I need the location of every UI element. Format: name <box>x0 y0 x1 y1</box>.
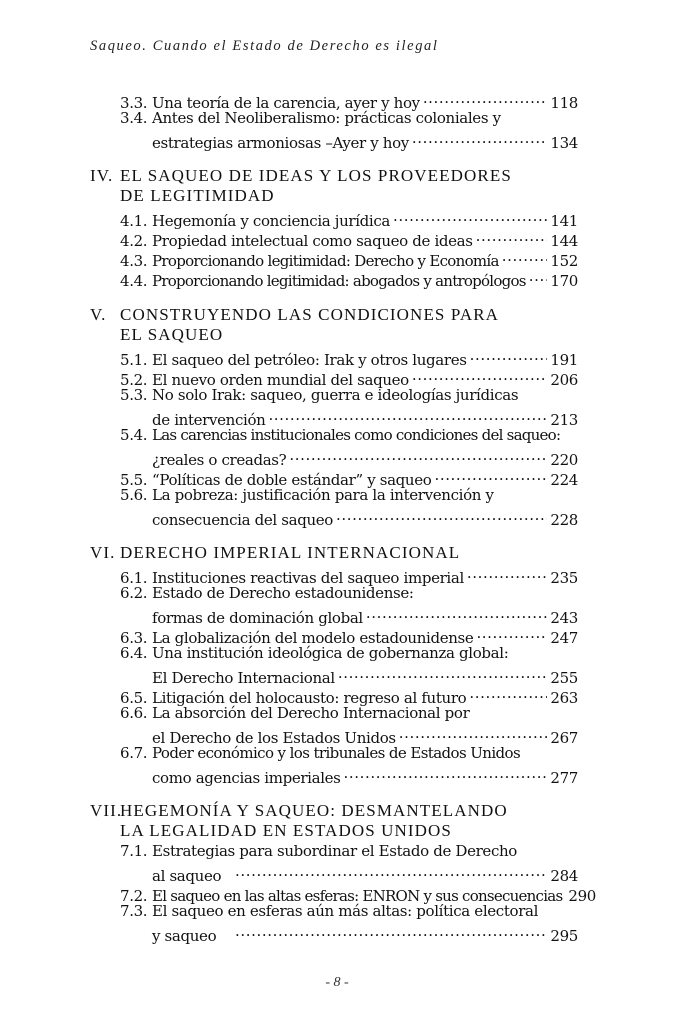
toc-entry-number: 7.3. <box>120 902 148 920</box>
toc-page-number: 141 <box>550 212 578 230</box>
toc-entry-6-2[interactable] <box>120 583 578 603</box>
toc-entry-title: Proporcionando legitimidad: abogados y antropólogos <box>152 272 526 290</box>
toc-page-number: 284 <box>550 867 578 885</box>
toc-entry-title: Las carencias institucionales como condiciones del saqueo: <box>152 426 561 444</box>
toc-entry-number: 6.5. <box>120 689 148 707</box>
toc-entry-number: 5.3. <box>120 386 148 404</box>
toc-page-number: 134 <box>550 134 578 152</box>
toc-entry-title: Propiedad intelectual como saqueo de ideas <box>152 232 473 250</box>
toc-entry-6-6[interactable] <box>120 703 578 723</box>
leader-dots <box>289 445 547 465</box>
toc-entry-number: 6.1. <box>120 569 148 587</box>
toc-entry-title: La globalización del modelo estadounidense <box>152 629 474 647</box>
toc-entry-title: Litigación del holocausto: regreso al futuro <box>152 689 467 707</box>
leader-dots <box>338 663 548 683</box>
toc-entry-title: La pobreza: justificación para la intervención y <box>152 486 494 504</box>
toc-entry-title: al saqueo <box>152 867 222 885</box>
leader-dots <box>268 405 547 425</box>
toc-entry-6-7[interactable] <box>120 743 578 763</box>
toc-entry-number: 4.4. <box>120 272 148 290</box>
toc-page-number: 224 <box>550 471 578 489</box>
toc-entry-title: Instituciones reactivas del saqueo imperial <box>152 569 464 587</box>
toc-entry-title: como agencias imperiales <box>152 769 341 787</box>
toc-entry-title: Hegemonía y conciencia jurídica <box>152 212 391 230</box>
toc-page-number: 235 <box>550 569 578 587</box>
leader-dots <box>434 465 547 485</box>
toc-page-number: 191 <box>550 351 578 369</box>
toc-entry-title: El saqueo del petróleo: Irak y otros lugares <box>152 351 467 369</box>
leader-dots <box>502 246 548 266</box>
toc-entry-title: el Derecho de los Estados Unidos <box>152 729 396 747</box>
toc-page-number: 213 <box>550 411 578 429</box>
leader-dots <box>529 266 548 286</box>
toc-entry-title: El saqueo en las altas esferas: ENRON y sus consecuencias <box>152 887 563 905</box>
toc-entry-number: 6.7. <box>120 744 148 762</box>
leader-dots <box>344 763 548 783</box>
toc-entry-title: El nuevo orden mundial del saqueo <box>152 371 409 389</box>
chapter-title: CONSTRUYENDO LAS CONDICIONES PARA <box>120 305 500 324</box>
toc-entry-title: No solo Irak: saqueo, guerra e ideologías jurídicas <box>152 386 519 404</box>
toc-page-number: 170 <box>550 272 578 290</box>
toc-entry-title: consecuencia del saqueo <box>152 511 333 529</box>
toc-entry-7-3[interactable] <box>120 901 578 921</box>
toc-page-number: 263 <box>550 689 578 707</box>
toc-entry-3-4-continuation[interactable] <box>152 128 578 153</box>
toc-page-number: 152 <box>550 252 578 270</box>
chapter-title: HEGEMONÍA Y SAQUEO: DESMANTELANDO <box>120 801 508 820</box>
toc-entry-number: 4.3. <box>120 252 148 270</box>
toc-entry-title: de intervención <box>152 411 266 429</box>
toc-entry-title: Estrategias para subordinar el Estado de Derecho <box>152 842 517 860</box>
toc-entry-number: 6.3. <box>120 629 148 647</box>
toc-entry-6-4[interactable] <box>120 643 578 663</box>
toc-entry-5-6[interactable] <box>120 485 578 505</box>
toc-entry-title: y saqueo <box>152 927 217 945</box>
leader-dots <box>469 683 547 703</box>
toc-page-number: 144 <box>550 232 578 250</box>
toc-entry-title: El Derecho Internacional <box>152 669 335 687</box>
toc-entry-number: 5.6. <box>120 486 148 504</box>
running-head: Saqueo. Cuando el Estado de Derecho es ilegal <box>90 38 439 54</box>
toc-entry-number: 4.2. <box>120 232 148 250</box>
leader-dots <box>476 623 547 643</box>
leader-dots <box>393 206 547 226</box>
toc-entry-title: La absorción del Derecho Internacional por <box>152 704 470 722</box>
toc-entry-title: formas de dominación global <box>152 609 363 627</box>
leader-dots <box>423 88 548 108</box>
toc-entry-7-1[interactable] <box>120 841 578 861</box>
toc-page-number: 118 <box>550 94 578 112</box>
leader-dots <box>470 345 548 365</box>
toc-entry-title: Proporcionando legitimidad: Derecho y Economía <box>152 252 499 270</box>
toc-entry-3-4[interactable] <box>120 108 578 128</box>
toc-entry-number: 3.4. <box>120 109 148 127</box>
page-number-footer: - 8 - <box>325 975 349 990</box>
toc-page-number: 290 <box>568 887 596 905</box>
toc-page-number: 243 <box>550 609 578 627</box>
toc-entry-number: 7.2. <box>120 887 148 905</box>
chapter-title: LA LEGALIDAD EN ESTADOS UNIDOS <box>120 821 452 840</box>
toc-entry-title: estrategias armoniosas –Ayer y hoy <box>152 134 409 152</box>
toc-page-number: 295 <box>550 927 578 945</box>
chapter-title: EL SAQUEO DE IDEAS Y LOS PROVEEDORES <box>120 166 512 185</box>
toc-entry-number: 4.1. <box>120 212 148 230</box>
toc-page-number: 267 <box>550 729 578 747</box>
toc-entry-number: 5.2. <box>120 371 148 389</box>
toc-entry-5-4[interactable] <box>120 425 578 445</box>
chapter-number: VI. <box>90 543 116 562</box>
toc-entry-number: 3.3. <box>120 94 148 112</box>
toc-entry-title: Una teoría de la carencia, ayer y hoy <box>152 94 420 112</box>
chapter-title: EL SAQUEO <box>120 325 224 344</box>
toc-page-number: 206 <box>550 371 578 389</box>
toc-page-number: 277 <box>550 769 578 787</box>
chapter-title: DE LEGITIMIDAD <box>120 186 275 205</box>
toc-entry-number: 6.2. <box>120 584 148 602</box>
toc-entry-number: 6.6. <box>120 704 148 722</box>
toc-entry-number: 5.4. <box>120 426 148 444</box>
toc-entry-title: Antes del Neoliberalismo: prácticas coloniales y <box>152 109 501 127</box>
leader-dots <box>399 723 548 743</box>
toc-entry-title: El saqueo en esferas aún más altas: política electoral <box>152 902 539 920</box>
chapter-number: VII. <box>90 801 123 820</box>
chapter-title: DERECHO IMPERIAL INTERNACIONAL <box>120 543 461 562</box>
leader-dots <box>366 603 548 623</box>
toc-page-number: 220 <box>550 451 578 469</box>
leader-dots <box>235 861 547 881</box>
toc-entry-6-7-continuation[interactable] <box>152 763 578 788</box>
chapter-number: IV. <box>90 166 114 185</box>
leader-dots <box>235 921 547 941</box>
leader-dots <box>412 128 547 148</box>
toc-page-number: 247 <box>550 629 578 647</box>
leader-dots <box>467 563 547 583</box>
toc-entry-title: Estado de Derecho estadounidense: <box>152 584 414 602</box>
toc-entry-title: “Políticas de doble estándar” y saqueo <box>152 471 432 489</box>
toc-entry-4-4[interactable] <box>120 266 578 291</box>
leader-dots <box>412 365 548 385</box>
chapter-number: V. <box>90 305 107 324</box>
toc-entry-7-3-continuation[interactable] <box>152 921 578 946</box>
toc-entry-title: Poder económico y los tribunales de Estados Unidos <box>152 744 521 762</box>
toc-entry-5-6-continuation[interactable] <box>152 505 578 530</box>
toc-entry-number: 5.1. <box>120 351 148 369</box>
leader-dots <box>476 226 548 246</box>
toc-entry-number: 7.1. <box>120 842 148 860</box>
toc-entry-number: 5.5. <box>120 471 148 489</box>
toc-page-number: 228 <box>550 511 578 529</box>
leader-dots <box>336 505 547 525</box>
toc-entry-5-3[interactable] <box>120 385 578 405</box>
toc-entry-title: Una institución ideológica de gobernanza global: <box>152 644 509 662</box>
toc-page-number: 255 <box>550 669 578 687</box>
toc-entry-title: ¿reales o creadas? <box>152 451 287 469</box>
toc-entry-number: 6.4. <box>120 644 148 662</box>
